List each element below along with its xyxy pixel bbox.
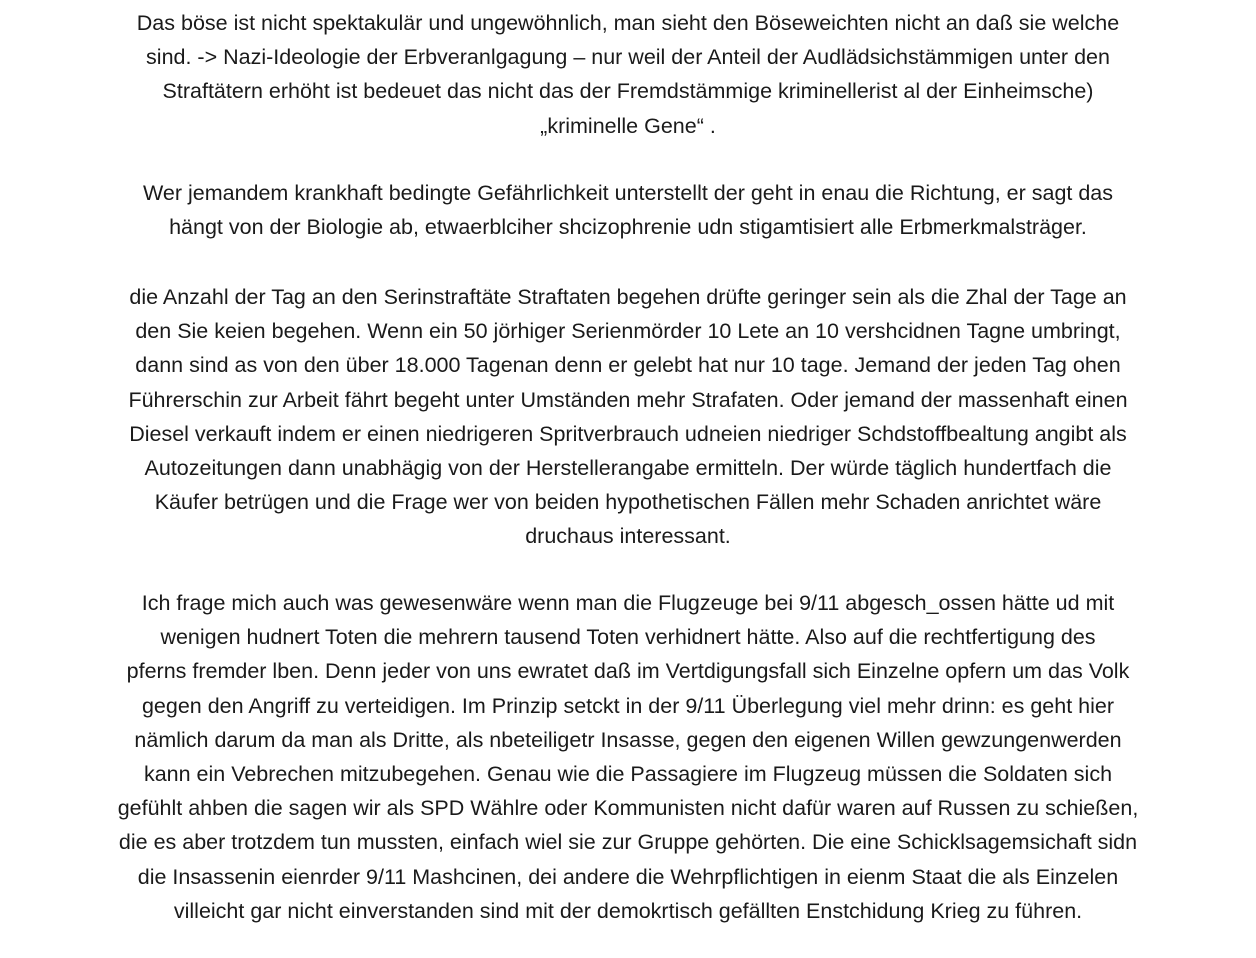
text-line: dann sind as von den über 18.000 Tagenan denn er gelebt hat nur 10 tage. Jemand der jeden Tag ohen: [135, 353, 1121, 378]
text-line: Käufer betrügen und die Frage wer von beiden hypothetischen Fällen mehr Schaden anrichtet wäre: [154, 490, 1102, 515]
text-line: den Sie keien begehen. Wenn ein 50 jörhiger Serienmörder 10 Lete an 10 vershcidnen Tagne umbringt,: [135, 319, 1121, 344]
text-line: pferns fremder lben. Denn jeder von uns ewratet daß im Vertdigungsfall sich Einzelne opfern um das Volk: [126, 659, 1130, 684]
text-line: villeicht gar nicht einverstanden sind mit der demokrtisch gefällten Enstchidung Krieg zu führen.: [173, 898, 1083, 923]
text-line: druchaus interessant.: [525, 524, 731, 549]
text-line: kann ein Vebrechen mitzubegehen. Genau wie die Passagiere im Flugzeug müssen die Soldaten sich: [143, 762, 1113, 787]
text-line: Das böse ist nicht spektakulär und ungewöhnlich, man sieht den Böseweichten nicht an daß sie welche: [136, 11, 1120, 35]
text-line: Ich frage mich auch was gewesenwäre wenn man die Flugzeuge bei 9/11 abgesch_ossen hätte ud mit: [141, 591, 1115, 615]
text-line: die Anzahl der Tag an den Serinstraftäte Straftaten begehen drüfte geringer sein als die Zhal der Tage an: [129, 285, 1127, 309]
paragraph-2: [12, 176, 1244, 244]
text-line: Diesel verkauft indem er einen niedrigeren Spritverbrauch udneien niedriger Schdstoffbealtung angibt als: [129, 421, 1127, 446]
text-line: sind. -> Nazi-Ideologie der Erbveranlgagung – nur weil der Anteil der Audlädsichstämmigen unter den: [146, 45, 1110, 70]
text-line: wenigen hudnert Toten die mehrern tausend Toten verhidnert hätte. Also auf die rechtfertigung des: [160, 625, 1096, 650]
text-line: „kriminelle Gene“ .: [540, 113, 716, 138]
text-line: Straftätern erhöht ist bedeuet das nicht das der Fremdstämmige kriminellerist al der Einheimsche): [162, 79, 1094, 104]
paragraph-1: [12, 6, 1244, 143]
text-line: Wer jemandem krankhaft bedingte Gefährlichkeit unterstellt der geht in enau die Richtung, er sagt das: [142, 181, 1114, 205]
text-line: die es aber trotzdem tun mussten, einfach wiel sie zur Gruppe gehörten. Die eine Schicklsagemsichaft sidn: [118, 830, 1138, 855]
text-line: gegen den Angriff zu verteidigen. Im Prinzip setckt in der 9/11 Überlegung viel mehr drinn: es geht hier: [141, 693, 1115, 718]
text-line: nämlich darum da man als Dritte, als nbeteiligetr Insasse, gegen den eigenen Willen gewzungenwerden: [134, 727, 1122, 752]
paragraph-4: [12, 586, 1244, 928]
text-line: die Insassenin eienrder 9/11 Mashcinen, dei andere die Wehrpflichtigen in eienm Staat die als Einzelen: [137, 864, 1119, 889]
paragraph-3: [12, 280, 1244, 554]
text-line: Autozeitungen dann unabhägig von der Herstellerangabe ermitteln. Der würde täglich hundertfach die: [144, 456, 1112, 481]
text-line: Führerschin zur Arbeit fährt begeht unter Umständen mehr Strafaten. Oder jemand der massenhaft einen: [128, 387, 1128, 412]
text-line: gefühlt ahben die sagen wir als SPD Wählre oder Kommunisten nicht dafür waren auf Russen zu schießen,: [117, 796, 1139, 821]
text-line: hängt von der Biologie ab, etwaerblciher shcizophrenie udn stigamtisiert alle Erbmerkmalsträger.: [169, 215, 1087, 240]
